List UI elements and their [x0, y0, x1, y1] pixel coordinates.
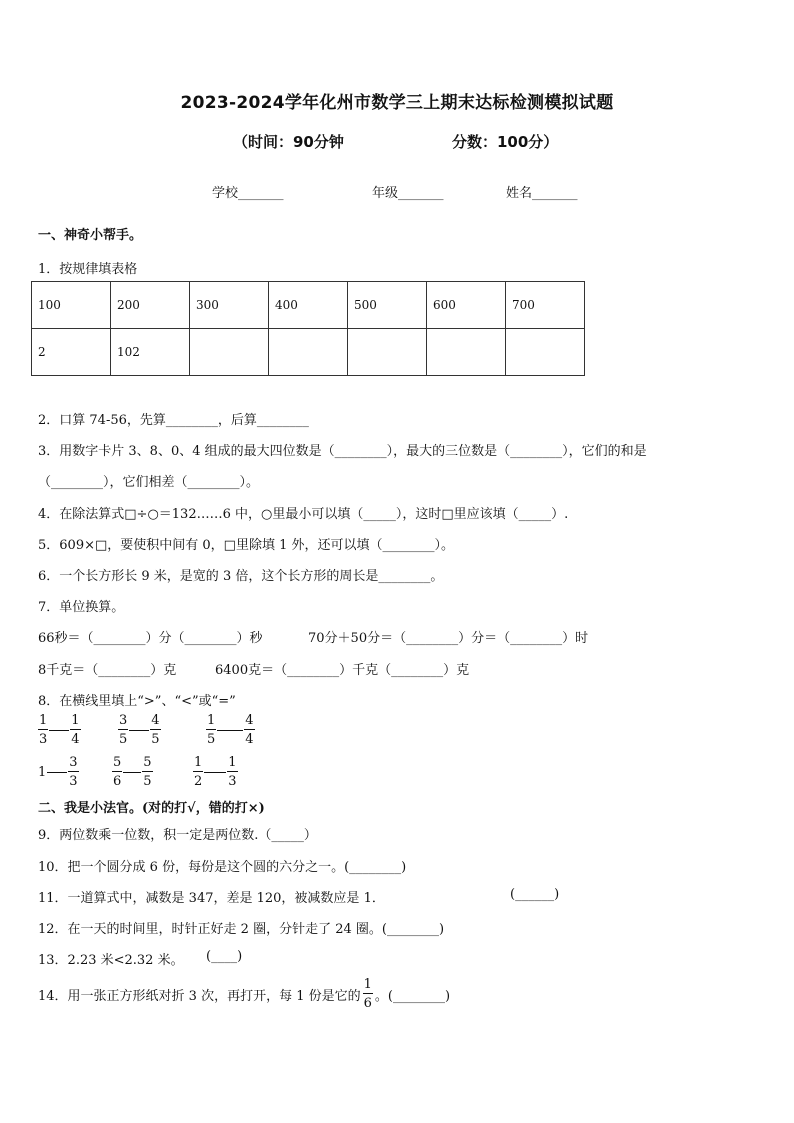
time-label: （时间：90分钟 — [233, 133, 344, 151]
question-8: 8．在横线里填上“>”、“<”或“=” — [38, 694, 236, 709]
fraction: $\frac{3}{3}$ — [69, 755, 78, 789]
fraction: $\frac{1}{3}$ — [228, 755, 237, 789]
fraction: $\frac{1}{5}$ — [207, 713, 216, 747]
section-2-heading: 二、我是小法官。(对的打√，错的打×) — [38, 801, 265, 816]
section-1-heading: 一、神奇小帮手。 — [38, 228, 143, 243]
question-7b: 70分＋50分＝（________）分＝（________）时 — [308, 631, 589, 646]
question-10: 10．把一个圆分成 6 份，每份是这个圆的六分之一。(________) — [38, 860, 407, 875]
school-field: 学校_______ — [212, 186, 284, 201]
question-14-blank[interactable]: 。(________) — [374, 988, 451, 1004]
question-14 — [38, 978, 450, 1010]
question-5: 5．609×□，要使积中间有 0，□里除填 1 外，还可以填（________）。 — [38, 538, 454, 553]
question-13: 13．2.23 米<2.32 米。 — [38, 953, 184, 968]
question-7c: 8千克＝（________）克 — [38, 663, 177, 678]
table-cell: 102 — [111, 329, 190, 376]
table-cell: 400 — [269, 282, 348, 329]
table-row — [32, 329, 585, 376]
question-7d: 6400克＝（________）千克（________）克 — [215, 663, 470, 678]
question-11-blank[interactable]: (______) — [510, 887, 560, 902]
table-cell[interactable] — [269, 329, 348, 376]
fraction: $\frac{5}{6}$ — [113, 755, 122, 789]
table-row — [32, 282, 585, 329]
table-cell[interactable] — [348, 329, 427, 376]
answer-blank[interactable] — [49, 729, 69, 731]
fraction: $\frac{4}{5}$ — [151, 713, 160, 747]
compare-2 — [118, 714, 161, 746]
fraction: $\frac{4}{4}$ — [245, 713, 254, 747]
table-cell: 2 — [32, 329, 111, 376]
question-1: 1．按规律填表格 — [38, 262, 138, 277]
fraction: $\frac{5}{5}$ — [143, 755, 152, 789]
question-4: 4．在除法算式□÷○＝132……6 中，○里最小可以填（_____），这时□里应该填（_____）. — [38, 507, 569, 522]
question-13-blank[interactable]: (____) — [206, 949, 243, 964]
compare-6 — [193, 756, 238, 788]
table-cell: 700 — [506, 282, 585, 329]
table-cell[interactable] — [427, 329, 506, 376]
grade-field: 年级_______ — [372, 186, 444, 201]
compare-5 — [112, 756, 153, 788]
question-12: 12．在一天的时间里，时针正好走 2 圈，分针走了 24 圈。(________) — [38, 922, 445, 937]
answer-blank[interactable] — [217, 729, 243, 731]
fraction: $\frac{1}{2}$ — [194, 755, 203, 789]
fraction: $\frac{1}{3}$ — [39, 713, 48, 747]
question-3-cont: （________），它们相差（________）。 — [38, 475, 260, 490]
question-14-text: 14．用一张正方形纸对折 3 次，再打开，每 1 份是它的 — [38, 988, 361, 1004]
question-2: 2．口算 74-56，先算________，后算________ — [38, 413, 309, 428]
table-cell[interactable] — [506, 329, 585, 376]
table-cell: 300 — [190, 282, 269, 329]
table-cell: 600 — [427, 282, 506, 329]
whole-number: 1 — [38, 764, 47, 780]
page-title: 2023-2024学年化州市数学三上期末达标检测模拟试题 — [180, 93, 614, 113]
question-7: 7．单位换算。 — [38, 600, 125, 615]
answer-blank[interactable] — [129, 729, 149, 731]
compare-1 — [38, 714, 81, 746]
table-cell: 200 — [111, 282, 190, 329]
question-6: 6．一个长方形长 9 米，是宽的 3 倍，这个长方形的周长是________。 — [38, 569, 444, 584]
fraction: $\frac{1}{6}$ — [363, 977, 372, 1011]
compare-3 — [206, 714, 255, 746]
answer-blank[interactable] — [123, 771, 141, 773]
pattern-table — [31, 281, 585, 376]
table-cell: 500 — [348, 282, 427, 329]
table-cell[interactable] — [190, 329, 269, 376]
question-11: 11．一道算式中，减数是 347，差是 120，被减数应是 1． — [38, 891, 385, 906]
answer-blank[interactable] — [204, 771, 226, 773]
compare-4 — [38, 756, 79, 788]
table-cell: 100 — [32, 282, 111, 329]
name-field: 姓名_______ — [506, 186, 578, 201]
answer-blank[interactable] — [47, 771, 67, 773]
question-3: 3．用数字卡片 3、8、0、4 组成的最大四位数是（________），最大的三位数是（________），它们的和是 — [38, 444, 647, 459]
fraction: $\frac{3}{5}$ — [119, 713, 128, 747]
fraction: $\frac{1}{4}$ — [71, 713, 80, 747]
question-9: 9．两位数乘一位数，积一定是两位数.（_____） — [38, 828, 317, 843]
question-7a: 66秒＝（________）分（________）秒 — [38, 631, 263, 646]
score-label: 分数：100分） — [452, 133, 559, 151]
